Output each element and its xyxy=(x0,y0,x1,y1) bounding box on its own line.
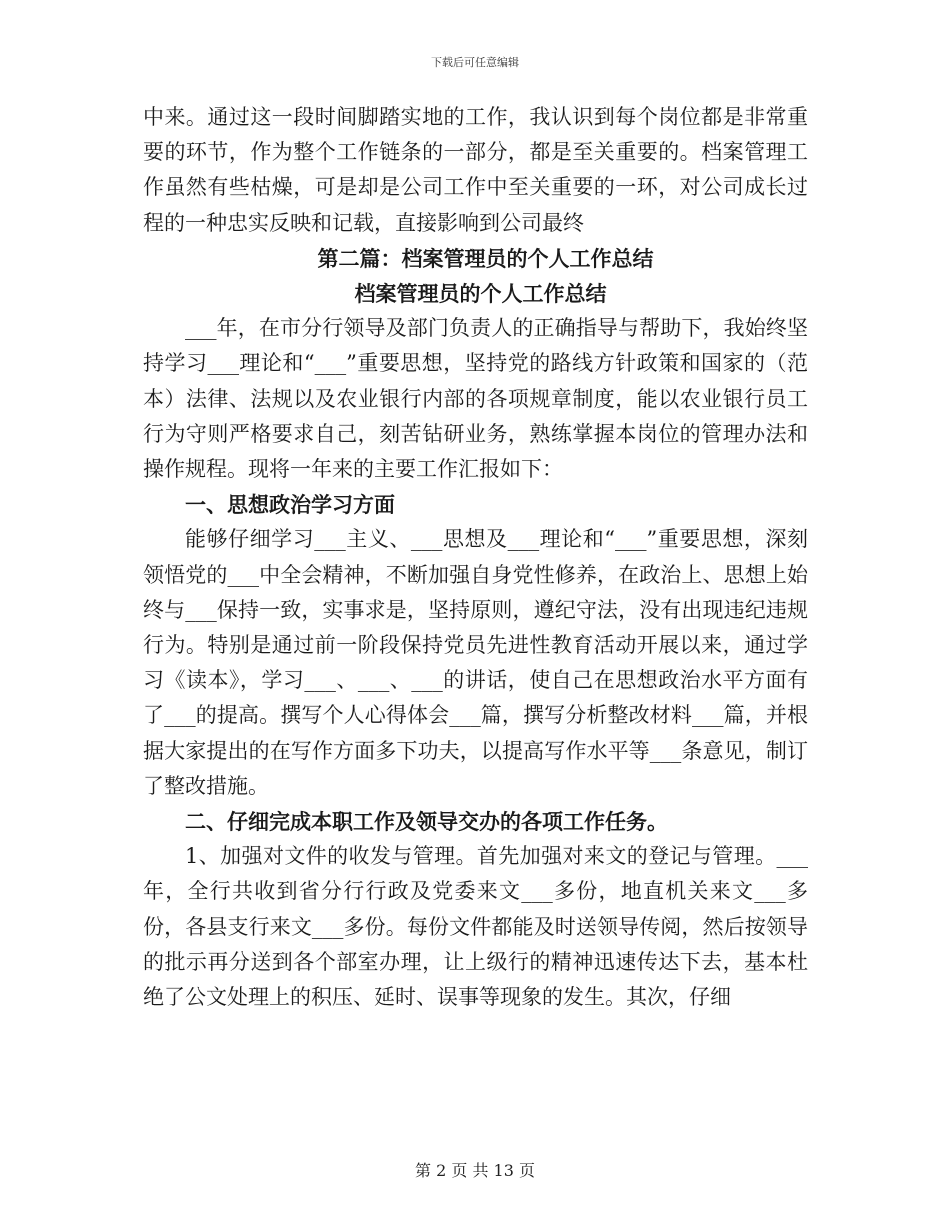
page-number-footer: 第 2 页 共 13 页 xyxy=(415,1161,535,1180)
page-header-note: 下载后可任意编辑 xyxy=(431,56,519,69)
section-heading-2: 二、仔细完成本职工作及领导交办的各项工作任务。 xyxy=(185,809,668,835)
section-heading-1: 一、思想政治学习方面 xyxy=(185,492,395,518)
paragraph-political-study: 能够仔细学习___主义、___思想及___理论和“___”重要思想，深刻领悟党的___中全会精神，不断加强自身党性修养，在政治上、思想上始终与___保持一致，实事求是，坚持原则，遵纪守法，没有出现违纪违规行为。特别是通过前一阶段保持党员先进性教育活动开展以来，通过学习《读本》，学习___、___、___的讲话，使自己在思想政治水平方面有了___的提高。撰写个人心得体会___篇，撰写分析整改材料___篇，并根据大家提出的在写作方面多下功夫，以提高写作水平等___条意见，制订了整改措施。 xyxy=(143,527,808,798)
document-title: 档案管理员的个人工作总结 xyxy=(354,281,607,307)
paragraph-document-management: 1、加强对文件的收发与管理。首先加强对来文的登记与管理。___年，全行共收到省分行行政及党委来文___多份，地直机关来文___多份，各县支行来文___多份。每份文件都能及时送领导传阅，然后按领导的批示再分送到各个部室办理，让上级行的精神迅速传达下去，基本杜绝了公文处理上的积压、延时、误事等现象的发生。其次，仔细 xyxy=(143,844,808,1010)
paragraph-intro: ___年，在市分行领导及部门负责人的正确指导与帮助下，我始终坚持学习___理论和“___”重要思想，坚持党的路线方针政策和国家的（范本）法律、法规以及农业银行内部的各项规章制度，能以农业银行员工行为守则严格要求自己，刻苦钻研业务，熟练掌握本岗位的管理办法和操作规程。现将一年来的主要工作汇报如下： xyxy=(143,316,808,482)
document-body xyxy=(143,100,808,1015)
paragraph-continuation: 中来。通过这一段时间脚踏实地的工作，我认识到每个岗位都是非常重要的环节，作为整个工作链条的一部分，都是至关重要的。档案管理工作虽然有些枯燥，可是却是公司工作中至关重要的一环，对公司成长过程的一种忠实反映和记载，直接影响到公司最终 xyxy=(143,105,808,235)
chapter-title: 第二篇：档案管理员的个人工作总结 xyxy=(317,245,654,271)
